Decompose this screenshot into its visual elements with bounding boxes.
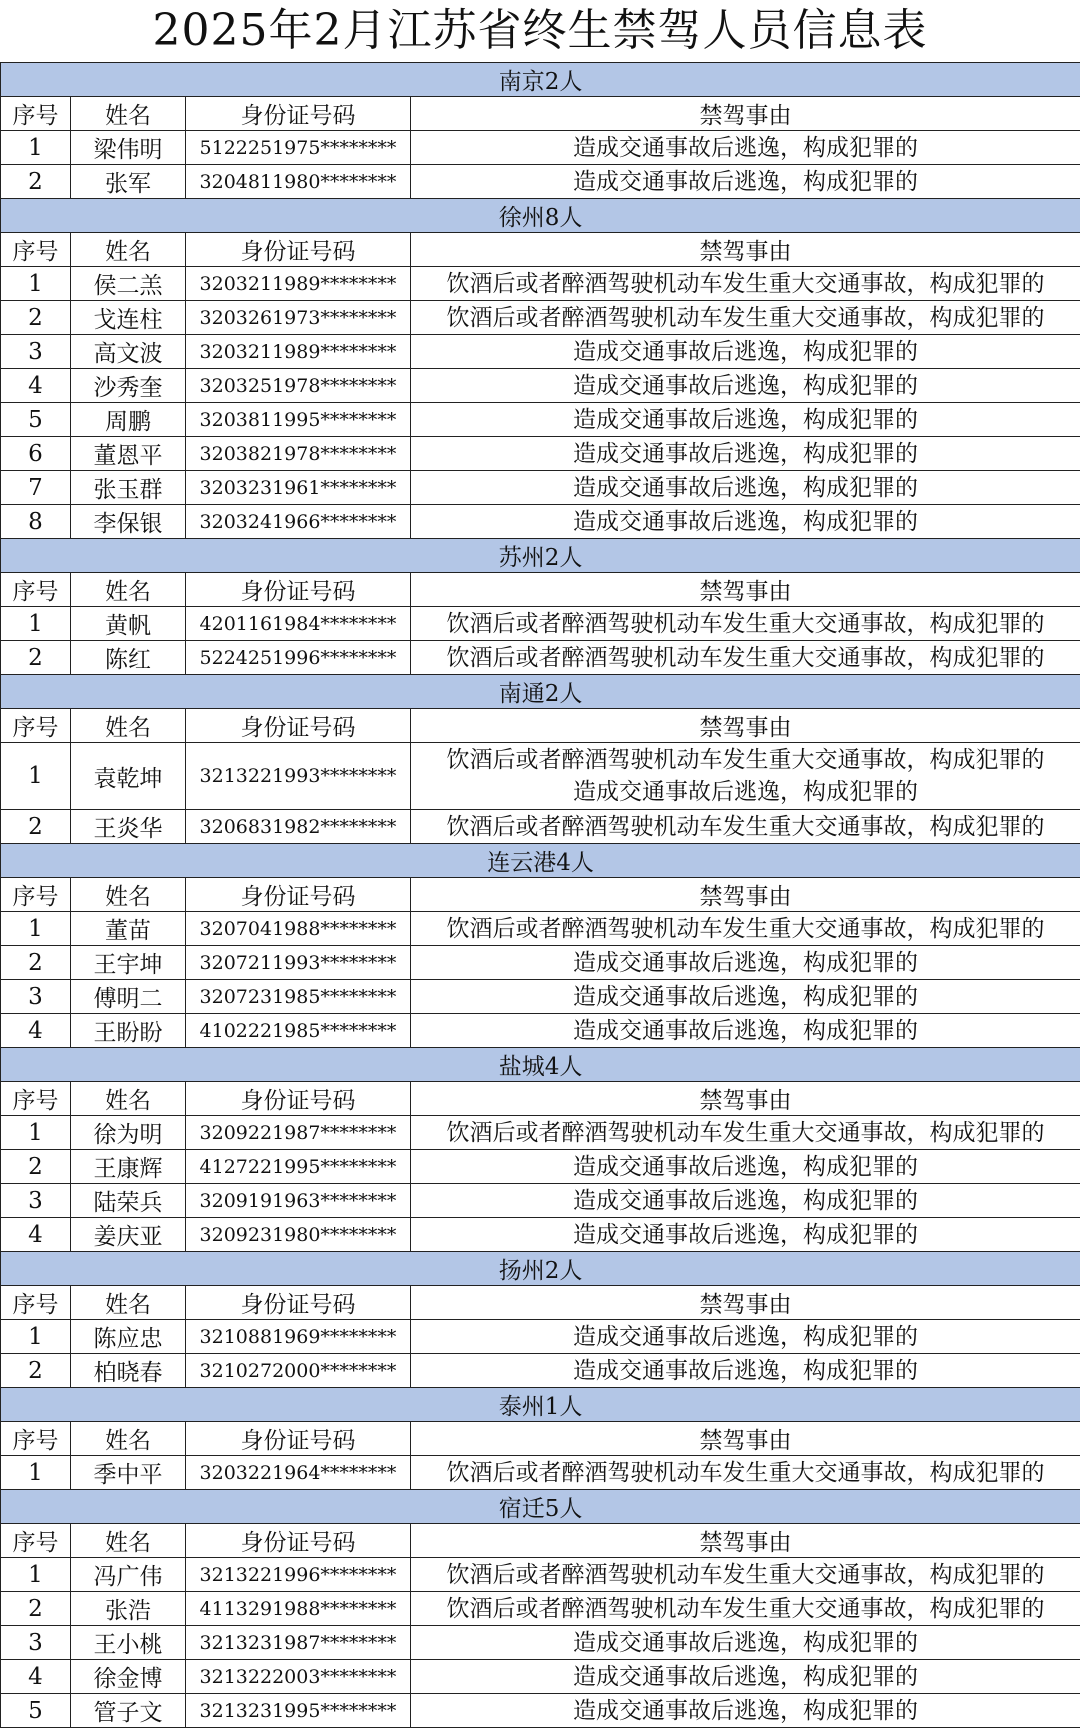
city-header-row <box>1 844 1080 878</box>
row-number-cell: 1 <box>1 1116 71 1150</box>
table-row <box>1 1184 1080 1218</box>
id-number-cell: 3203211989******** <box>186 335 411 369</box>
city-header-row <box>1 1048 1080 1082</box>
reason-line: 造成交通事故后逃逸，构成犯罪的 <box>411 947 1080 979</box>
id-number-cell: 5224251996******** <box>186 641 411 675</box>
city-header: 徐州8人 <box>1 199 1080 233</box>
name-cell: 张军 <box>71 165 186 199</box>
id-number-cell: 3209231980******** <box>186 1218 411 1252</box>
column-header-reason: 禁驾事由 <box>411 233 1080 267</box>
reason-line: 造成交通事故后逃逸，构成犯罪的 <box>411 1151 1080 1183</box>
reason-line: 造成交通事故后逃逸，构成犯罪的 <box>411 1661 1080 1693</box>
table-row <box>1 1626 1080 1660</box>
reason-cell <box>411 912 1080 946</box>
city-header-row <box>1 1490 1080 1524</box>
row-number-cell: 4 <box>1 369 71 403</box>
row-number-cell: 2 <box>1 1354 71 1388</box>
row-number-cell: 1 <box>1 1456 71 1490</box>
name-cell: 董恩平 <box>71 437 186 471</box>
reason-line: 造成交通事故后逃逸，构成犯罪的 <box>411 981 1080 1013</box>
name-cell: 张玉群 <box>71 471 186 505</box>
city-header: 盐城4人 <box>1 1048 1080 1082</box>
id-number-cell: 3203261973******** <box>186 301 411 335</box>
reason-line: 造成交通事故后逃逸，构成犯罪的 <box>411 1695 1080 1727</box>
table-row <box>1 1150 1080 1184</box>
id-number-cell: 4102221985******** <box>186 1014 411 1048</box>
reason-line: 造成交通事故后逃逸，构成犯罪的 <box>411 1355 1080 1387</box>
row-number-cell: 1 <box>1 743 71 810</box>
reason-cell <box>411 335 1080 369</box>
table-row <box>1 165 1080 199</box>
row-number-cell: 1 <box>1 607 71 641</box>
row-number-cell: 2 <box>1 301 71 335</box>
row-number-cell: 7 <box>1 471 71 505</box>
id-number-cell: 4127221995******** <box>186 1150 411 1184</box>
name-cell: 梁伟明 <box>71 131 186 165</box>
name-cell: 陈红 <box>71 641 186 675</box>
name-cell: 王小桃 <box>71 1626 186 1660</box>
column-header-name: 姓名 <box>71 1082 186 1116</box>
column-header-no: 序号 <box>1 878 71 912</box>
city-header-row <box>1 1388 1080 1422</box>
reason-cell <box>411 471 1080 505</box>
column-header-row <box>1 1082 1080 1116</box>
reason-cell <box>411 743 1080 810</box>
table-row <box>1 1218 1080 1252</box>
column-header-id: 身份证号码 <box>186 1286 411 1320</box>
column-header-no: 序号 <box>1 709 71 743</box>
reason-cell <box>411 1694 1080 1728</box>
reason-cell <box>411 1558 1080 1592</box>
column-header-name: 姓名 <box>71 573 186 607</box>
row-number-cell: 4 <box>1 1660 71 1694</box>
reason-cell <box>411 1592 1080 1626</box>
table-row <box>1 403 1080 437</box>
name-cell: 侯二羔 <box>71 267 186 301</box>
column-header-row <box>1 878 1080 912</box>
id-number-cell: 3207231985******** <box>186 980 411 1014</box>
column-header-id: 身份证号码 <box>186 573 411 607</box>
reason-cell <box>411 1184 1080 1218</box>
table-row <box>1 1116 1080 1150</box>
column-header-reason: 禁驾事由 <box>411 878 1080 912</box>
reason-line: 饮酒后或者醉酒驾驶机动车发生重大交通事故，构成犯罪的 <box>411 1457 1080 1489</box>
name-cell: 高文波 <box>71 335 186 369</box>
id-number-cell: 3203811995******** <box>186 403 411 437</box>
reason-line: 造成交通事故后逃逸，构成犯罪的 <box>411 472 1080 504</box>
row-number-cell: 2 <box>1 946 71 980</box>
column-header-reason: 禁驾事由 <box>411 573 1080 607</box>
table-row <box>1 267 1080 301</box>
column-header-no: 序号 <box>1 1286 71 1320</box>
table-row <box>1 980 1080 1014</box>
id-number-cell: 3213221993******** <box>186 743 411 810</box>
reason-line: 造成交通事故后逃逸，构成犯罪的 <box>411 370 1080 402</box>
id-number-cell: 4113291988******** <box>186 1592 411 1626</box>
city-header: 南通2人 <box>1 675 1080 709</box>
column-header-id: 身份证号码 <box>186 1422 411 1456</box>
column-header-name: 姓名 <box>71 233 186 267</box>
column-header-row <box>1 1286 1080 1320</box>
reason-line: 饮酒后或者醉酒驾驶机动车发生重大交通事故，构成犯罪的 <box>411 811 1080 843</box>
name-cell: 姜庆亚 <box>71 1218 186 1252</box>
reason-line: 造成交通事故后逃逸，构成犯罪的 <box>411 1321 1080 1353</box>
name-cell: 冯广伟 <box>71 1558 186 1592</box>
name-cell: 董苗 <box>71 912 186 946</box>
row-number-cell: 4 <box>1 1014 71 1048</box>
reason-cell <box>411 1014 1080 1048</box>
reason-cell <box>411 1660 1080 1694</box>
name-cell: 李保银 <box>71 505 186 539</box>
id-number-cell: 3207041988******** <box>186 912 411 946</box>
reason-cell <box>411 1116 1080 1150</box>
table-row <box>1 1694 1080 1728</box>
table-row <box>1 335 1080 369</box>
city-header-row <box>1 1252 1080 1286</box>
city-header-row <box>1 539 1080 573</box>
table-row <box>1 471 1080 505</box>
name-cell: 王康辉 <box>71 1150 186 1184</box>
id-number-cell: 3203221964******** <box>186 1456 411 1490</box>
reason-line: 饮酒后或者醉酒驾驶机动车发生重大交通事故，构成犯罪的 <box>411 1593 1080 1625</box>
reason-cell <box>411 131 1080 165</box>
reason-cell <box>411 165 1080 199</box>
column-header-name: 姓名 <box>71 1524 186 1558</box>
city-header-row <box>1 675 1080 709</box>
id-number-cell: 3203211989******** <box>186 267 411 301</box>
row-number-cell: 2 <box>1 641 71 675</box>
row-number-cell: 2 <box>1 165 71 199</box>
row-number-cell: 1 <box>1 1558 71 1592</box>
reason-cell <box>411 267 1080 301</box>
id-number-cell: 3213231995******** <box>186 1694 411 1728</box>
table-row <box>1 437 1080 471</box>
column-header-name: 姓名 <box>71 1286 186 1320</box>
reason-line: 造成交通事故后逃逸，构成犯罪的 <box>411 1185 1080 1217</box>
reason-line: 造成交通事故后逃逸，构成犯罪的 <box>411 166 1080 198</box>
name-cell: 管子文 <box>71 1694 186 1728</box>
column-header-no: 序号 <box>1 233 71 267</box>
column-header-name: 姓名 <box>71 1422 186 1456</box>
reason-cell <box>411 810 1080 844</box>
column-header-name: 姓名 <box>71 878 186 912</box>
city-header: 泰州1人 <box>1 1388 1080 1422</box>
table-row <box>1 1592 1080 1626</box>
column-header-no: 序号 <box>1 97 71 131</box>
row-number-cell: 1 <box>1 912 71 946</box>
reason-line: 饮酒后或者醉酒驾驶机动车发生重大交通事故，构成犯罪的 <box>411 1559 1080 1591</box>
table-row <box>1 1558 1080 1592</box>
name-cell: 袁乾坤 <box>71 743 186 810</box>
row-number-cell: 4 <box>1 1218 71 1252</box>
column-header-reason: 禁驾事由 <box>411 709 1080 743</box>
column-header-no: 序号 <box>1 1422 71 1456</box>
id-number-cell: 3209221987******** <box>186 1116 411 1150</box>
table-body <box>1 63 1080 1728</box>
name-cell: 傅明二 <box>71 980 186 1014</box>
reason-line: 造成交通事故后逃逸，构成犯罪的 <box>411 1219 1080 1251</box>
column-header-id: 身份证号码 <box>186 1082 411 1116</box>
id-number-cell: 3207211993******** <box>186 946 411 980</box>
page-title: 2025年2月江苏省终生禁驾人员信息表 <box>0 0 1080 62</box>
reason-line: 造成交通事故后逃逸，构成犯罪的 <box>411 132 1080 164</box>
id-number-cell: 3213231987******** <box>186 1626 411 1660</box>
table-row <box>1 743 1080 810</box>
row-number-cell: 8 <box>1 505 71 539</box>
column-header-reason: 禁驾事由 <box>411 1082 1080 1116</box>
column-header-reason: 禁驾事由 <box>411 1422 1080 1456</box>
table-row <box>1 505 1080 539</box>
reason-cell <box>411 437 1080 471</box>
table-row <box>1 912 1080 946</box>
banned-drivers-table <box>0 62 1080 1728</box>
reason-cell <box>411 1626 1080 1660</box>
id-number-cell: 3213221996******** <box>186 1558 411 1592</box>
column-header-no: 序号 <box>1 573 71 607</box>
table-row <box>1 946 1080 980</box>
id-number-cell: 5122251975******** <box>186 131 411 165</box>
reason-cell <box>411 505 1080 539</box>
column-header-row <box>1 97 1080 131</box>
reason-line: 造成交通事故后逃逸，构成犯罪的 <box>411 1015 1080 1047</box>
column-header-name: 姓名 <box>71 709 186 743</box>
name-cell: 陈应忠 <box>71 1320 186 1354</box>
reason-cell <box>411 1456 1080 1490</box>
city-header: 连云港4人 <box>1 844 1080 878</box>
name-cell: 徐金博 <box>71 1660 186 1694</box>
row-number-cell: 2 <box>1 810 71 844</box>
reason-line: 造成交通事故后逃逸，构成犯罪的 <box>411 404 1080 436</box>
id-number-cell: 3210272000******** <box>186 1354 411 1388</box>
column-header-reason: 禁驾事由 <box>411 97 1080 131</box>
reason-cell <box>411 1320 1080 1354</box>
id-number-cell: 3210881969******** <box>186 1320 411 1354</box>
name-cell: 张浩 <box>71 1592 186 1626</box>
column-header-row <box>1 1524 1080 1558</box>
reason-line: 饮酒后或者醉酒驾驶机动车发生重大交通事故，构成犯罪的 <box>411 302 1080 334</box>
id-number-cell: 3204811980******** <box>186 165 411 199</box>
column-header-no: 序号 <box>1 1524 71 1558</box>
table-row <box>1 1354 1080 1388</box>
city-header: 宿迁5人 <box>1 1490 1080 1524</box>
id-number-cell: 4201161984******** <box>186 607 411 641</box>
column-header-row <box>1 573 1080 607</box>
reason-cell <box>411 1218 1080 1252</box>
row-number-cell: 3 <box>1 335 71 369</box>
name-cell: 季中平 <box>71 1456 186 1490</box>
row-number-cell: 3 <box>1 1184 71 1218</box>
reason-line: 造成交通事故后逃逸，构成犯罪的 <box>411 438 1080 470</box>
name-cell: 王炎华 <box>71 810 186 844</box>
table-row <box>1 1660 1080 1694</box>
reason-line: 造成交通事故后逃逸，构成犯罪的 <box>411 776 1080 808</box>
reason-cell <box>411 369 1080 403</box>
row-number-cell: 1 <box>1 267 71 301</box>
reason-cell <box>411 1354 1080 1388</box>
table-row <box>1 810 1080 844</box>
reason-cell <box>411 641 1080 675</box>
row-number-cell: 5 <box>1 403 71 437</box>
table-row <box>1 369 1080 403</box>
column-header-reason: 禁驾事由 <box>411 1286 1080 1320</box>
column-header-id: 身份证号码 <box>186 878 411 912</box>
reason-line: 造成交通事故后逃逸，构成犯罪的 <box>411 336 1080 368</box>
reason-line: 造成交通事故后逃逸，构成犯罪的 <box>411 506 1080 538</box>
city-header-row <box>1 199 1080 233</box>
column-header-id: 身份证号码 <box>186 97 411 131</box>
name-cell: 王盼盼 <box>71 1014 186 1048</box>
row-number-cell: 3 <box>1 980 71 1014</box>
table-row <box>1 1014 1080 1048</box>
row-number-cell: 5 <box>1 1694 71 1728</box>
name-cell: 徐为明 <box>71 1116 186 1150</box>
reason-cell <box>411 301 1080 335</box>
column-header-id: 身份证号码 <box>186 1524 411 1558</box>
row-number-cell: 2 <box>1 1150 71 1184</box>
name-cell: 柏晓春 <box>71 1354 186 1388</box>
row-number-cell: 1 <box>1 131 71 165</box>
id-number-cell: 3206831982******** <box>186 810 411 844</box>
row-number-cell: 1 <box>1 1320 71 1354</box>
column-header-reason: 禁驾事由 <box>411 1524 1080 1558</box>
reason-cell <box>411 607 1080 641</box>
name-cell: 黄帆 <box>71 607 186 641</box>
reason-cell <box>411 980 1080 1014</box>
table-row <box>1 1320 1080 1354</box>
column-header-no: 序号 <box>1 1082 71 1116</box>
reason-line: 饮酒后或者醉酒驾驶机动车发生重大交通事故，构成犯罪的 <box>411 1117 1080 1149</box>
name-cell: 戈连柱 <box>71 301 186 335</box>
reason-line: 饮酒后或者醉酒驾驶机动车发生重大交通事故，构成犯罪的 <box>411 642 1080 674</box>
reason-line: 饮酒后或者醉酒驾驶机动车发生重大交通事故，构成犯罪的 <box>411 608 1080 640</box>
reason-line: 饮酒后或者醉酒驾驶机动车发生重大交通事故，构成犯罪的 <box>411 268 1080 300</box>
reason-line: 饮酒后或者醉酒驾驶机动车发生重大交通事故，构成犯罪的 <box>411 744 1080 776</box>
row-number-cell: 2 <box>1 1592 71 1626</box>
city-header: 苏州2人 <box>1 539 1080 573</box>
id-number-cell: 3209191963******** <box>186 1184 411 1218</box>
name-cell: 周鹏 <box>71 403 186 437</box>
column-header-name: 姓名 <box>71 97 186 131</box>
column-header-row <box>1 233 1080 267</box>
column-header-row <box>1 709 1080 743</box>
row-number-cell: 3 <box>1 1626 71 1660</box>
id-number-cell: 3203241966******** <box>186 505 411 539</box>
column-header-id: 身份证号码 <box>186 233 411 267</box>
name-cell: 陆荣兵 <box>71 1184 186 1218</box>
name-cell: 沙秀奎 <box>71 369 186 403</box>
column-header-row <box>1 1422 1080 1456</box>
id-number-cell: 3203251978******** <box>186 369 411 403</box>
city-header: 南京2人 <box>1 63 1080 97</box>
table-row <box>1 607 1080 641</box>
reason-cell <box>411 403 1080 437</box>
reason-cell <box>411 1150 1080 1184</box>
table-row <box>1 131 1080 165</box>
id-number-cell: 3203821978******** <box>186 437 411 471</box>
table-row <box>1 641 1080 675</box>
column-header-id: 身份证号码 <box>186 709 411 743</box>
reason-line: 饮酒后或者醉酒驾驶机动车发生重大交通事故，构成犯罪的 <box>411 913 1080 945</box>
table-row <box>1 1456 1080 1490</box>
reason-cell <box>411 946 1080 980</box>
city-header: 扬州2人 <box>1 1252 1080 1286</box>
reason-line: 造成交通事故后逃逸，构成犯罪的 <box>411 1627 1080 1659</box>
row-number-cell: 6 <box>1 437 71 471</box>
id-number-cell: 3213222003******** <box>186 1660 411 1694</box>
city-header-row <box>1 63 1080 97</box>
id-number-cell: 3203231961******** <box>186 471 411 505</box>
name-cell: 王宇坤 <box>71 946 186 980</box>
table-row <box>1 301 1080 335</box>
